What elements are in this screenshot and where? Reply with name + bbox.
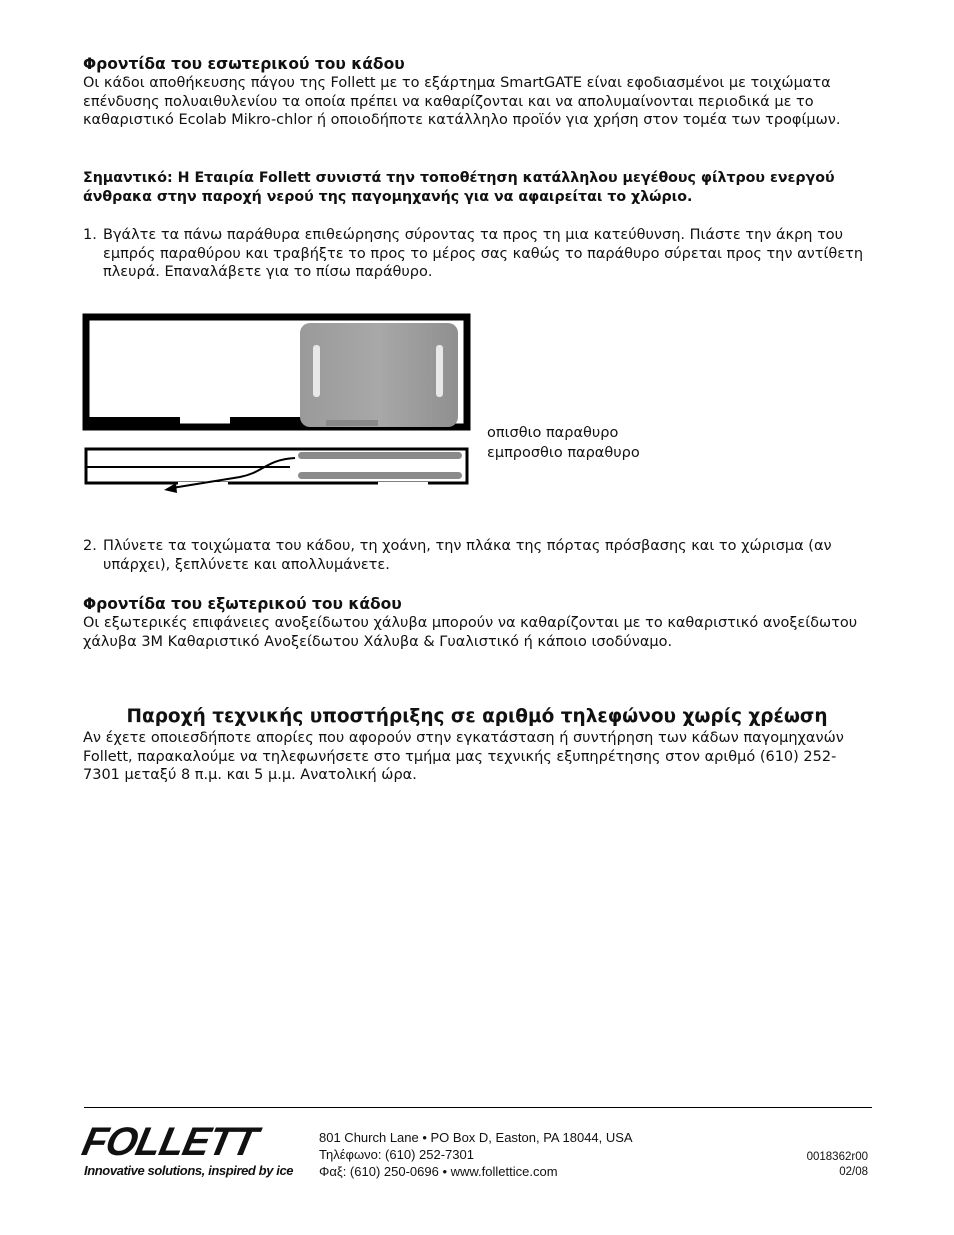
important-note: [83, 169, 873, 206]
important-text: Σημαντικό: Η Εταιρία Follett συνιστά την τοποθέτηση κατάλληλου μεγέθους φίλτρου ενεργού άνθρακα στην παροχή νερού της παγομηχανής για να αφαιρείται το χλώριο.: [83, 170, 835, 205]
support-body: [83, 729, 873, 785]
exterior-body: Οι εξωτερικές επιφάνειες ανοξείδωτου χάλυβα μπορούν να καθαρίζονται με το καθαριστικό ανοξείδωτου χάλυβα 3M Καθαριστικό Ανοξείδωτου Χάλυβα & Γυαλιστικό ή κάποιο ισοδύναμο.: [83, 615, 858, 650]
step-1-text: Βγάλτε τα πάνω παράθυρα επιθεώρησης σύροντας τα προς τη μια κατεύθυνση. Πιάστε την άκρη του εμπρός παραθύρου και τραβήξτε το προς το μέρος σας καθώς το παράθυρο σύρεται προς την αντίθετη πλευρά. Επαναλάβετε για το πίσω παράθυρο.: [103, 227, 864, 280]
footer-phone: Τηλέφωνο: (610) 252-7301: [319, 1147, 474, 1162]
support-heading: Παροχή τεχνικής υποστήριξης σε αριθμό τηλεφώνου χωρίς χρέωση: [126, 706, 828, 727]
step-2: [83, 537, 873, 574]
exterior-section: [83, 595, 873, 651]
logo-tagline: Innovative solutions, inspired by ice: [84, 1163, 294, 1178]
interior-body: Οι κάδοι αποθήκευσης πάγου της Follett με το εξάρτημα SmartGATE είναι εφοδιασμένοι με τοιχώματα επένδυσης πολυαιθυλενίου τα οποία πρέπει να καθαρίζονται και να απολυμαίνονται περιοδικά με το καθαριστικό Ecolab Mikro-chlor ή οποιοδήποτε κατάλληλο προϊόν για χρήση στον τομέα των τροφίμων.: [83, 75, 841, 128]
step-1-number: 1.: [83, 227, 97, 243]
follett-logo: FOLLETT: [78, 1120, 261, 1164]
footer-fax: Φαξ: (610) 250-0696 • www.follettice.com: [319, 1164, 558, 1179]
exterior-heading: Φροντίδα του εξωτερικού του κάδου: [83, 595, 402, 613]
support-text: Αν έχετε οποιεσδήποτε απορίες που αφορούν στην εγκατάσταση ή συντήρηση των κάδων παγομηχανών Follett, παρακαλούμε να τηλεφωνήσετε στο τμήμα μας τεχνικής εξυπηρέτησης στον αριθμό (610) 252-7301 μεταξύ 8 π.μ. και 5 μ.μ. Ανατολική ώρα.: [83, 730, 844, 783]
window-track: [86, 449, 467, 487]
interior-section: [83, 55, 873, 130]
doc-code: 0018362r00: [806, 1151, 868, 1163]
doc-date: 02/08: [839, 1166, 868, 1178]
step-1: [83, 226, 873, 282]
pull-arrow: [164, 458, 295, 493]
footer-address-block: [319, 1129, 633, 1180]
step-2-number: 2.: [83, 538, 97, 554]
rear-window-shaded: [300, 323, 458, 427]
label-front-window: εμπροσθιο παραθυρο: [487, 445, 640, 461]
window-diagram: [80, 310, 480, 500]
interior-heading: Φροντίδα του εσωτερικού του κάδου: [83, 55, 405, 73]
footer-address: 801 Church Lane • PO Box D, Easton, PA 18044, USA: [319, 1130, 633, 1145]
doc-code-block: [807, 1150, 868, 1180]
step-2-text: Πλύνετε τα τοιχώματα του κάδου, τη χοάνη, την πλάκα της πόρτας πρόσβασης και το χώρισμα (αν υπάρχει), ξεπλύνετε και απολλυμάνετε.: [103, 538, 832, 573]
label-rear-window: οπισθιο παραθυρο: [487, 425, 619, 441]
footer-divider: [84, 1107, 872, 1108]
